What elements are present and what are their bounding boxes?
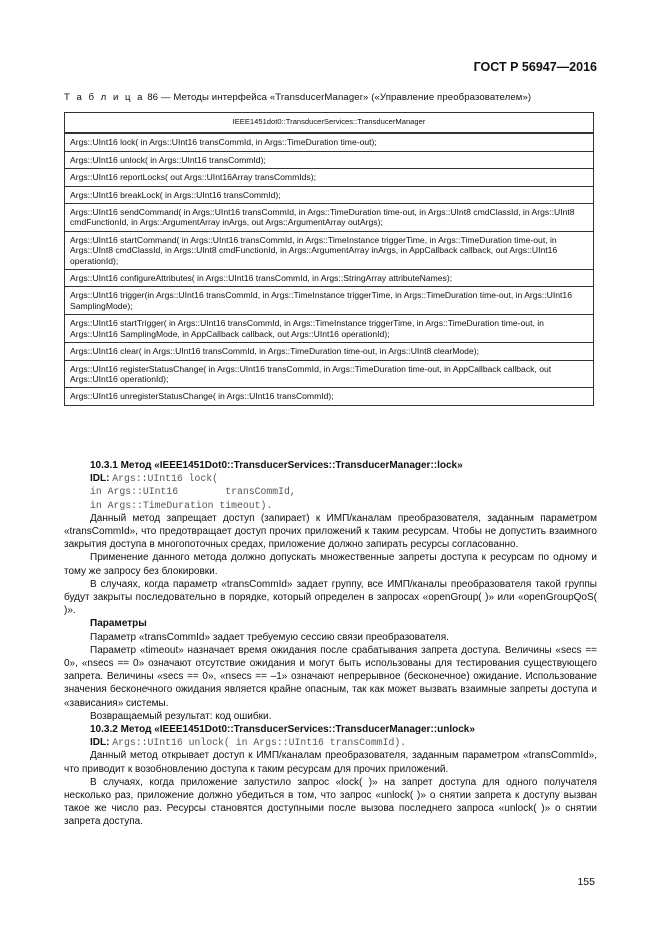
method-trigger: Args::UInt16 trigger(in Args::UInt16 transCommId, in Args::TimeInstance triggerTime, in Args::TimeDuration time-out, in Args::UInt16 SamplingMode); [65,287,594,315]
returns-text: Возвращаемый результат: код ошибки. [90,710,272,722]
paragraph: В случаях, когда параметр «transCommId» задает группу, все ИМП/каналы преобразователя такой группы будут закрыты последовательно в порядке, который определен в запросах «openGroup( )» или «openGroupQoS( )». [64,578,597,617]
table-row [65,343,594,360]
table-row [65,388,594,405]
table-row [65,204,594,232]
params-heading: Параметры [90,618,147,630]
method-configure-attributes: Args::UInt16 configureAttributes( in Args::UInt16 transCommId, in Args::StringArray attributeNames); [65,270,594,287]
method-start-command: Args::UInt16 startCommand( in Args::UInt16 transCommId, in Args::TimeInstance triggerTime, in Args::TimeDuration time-out, in Args::UInt8 cmdClassId, in Args::UInt8 cmdFunctionId, in Args::ArgumentArray inArgs, in AppCallback callback, out Args::UInt16 operationId); [65,231,594,269]
paragraph: Применение данного метода должно допускать множественные запреты доступа к ресурсам по одному и тому же запросу без блокировки. [64,552,597,577]
idl-code: Args::UInt16 unlock( in Args::UInt16 transCommId). [112,737,407,749]
paragraph: Данный метод запрещает доступ (запирает) к ИМП/каналам преобразователя, заданным параметром «transCommId», что предотвращает доступ прочих приложений к таким ресурсам. Чтобы не допустить взаимного закрытия доступа в многопоточных средах, приложение должно запирать ресурсы согласованно. [64,512,597,551]
method-start-trigger: Args::UInt16 startTrigger( in Args::UInt16 transCommId, in Args::TimeInstance triggerTime, in Args::TimeDuration time-out, in Args::UInt16 SamplingMode, in AppCallback callback, out Args::UInt16 operationId); [65,315,594,343]
section-heading-lock: 10.3.1 Метод «IEEE1451Dot0::TransducerServices::TransducerManager::lock» [90,460,463,471]
table-row [65,287,594,315]
section-heading-unlock: 10.3.2 Метод «IEEE1451Dot0::TransducerServices::TransducerManager::unlock» [90,724,475,736]
table-header-row [65,113,594,134]
method-clear: Args::UInt16 clear( in Args::UInt16 transCommId, in Args::TimeDuration time-out, in Args::UInt8 clearMode); [65,343,594,360]
method-break-lock: Args::UInt16 breakLock( in Args::UInt16 transCommId); [65,186,594,203]
paragraph: Параметр «transCommId» задает требуемую сессию связи преобразователя. [90,631,449,643]
page-number: 155 [577,876,595,888]
standard-code: ГОСТ Р 56947—2016 [473,60,597,74]
paragraph: В случаях, когда приложение запустило запрос «lock( )» на запрет доступа для одного получателя несколько раз, приложение должно убедиться в том, что запрос «unlock( )» о снятии запрета к доступу вызван такое же число раз. Ресурсы становятся доступными после вызова последнего запроса «unlock( )» о снятии запрета доступа. [64,776,597,828]
idl-line: in Args::UInt16 transCommId, [90,486,296,498]
table-caption [64,92,531,103]
method-unregister-status-change: Args::UInt16 unregisterStatusChange( in Args::UInt16 transCommId); [65,388,594,405]
paragraph: Параметр «timeout» назначает время ожидания после срабатывания запрета доступа. Величины «secs == 0», «nsecs == 0» означают отсутствие ожидания и могут быть использованы для тестирования существующего запрета. Величины «secs == 0», «nsecs == –1» означают непрерывное (бесконечное) ожидание. Использование значения бесконечного ожидания является крайне опасным, так как может вызвать взаимные запреты доступа и «зависания» системы. [64,644,597,709]
table-row [65,186,594,203]
table-header-cell: IEEE1451dot0::TransducerServices::TransducerManager [65,113,594,134]
method-report-locks: Args::UInt16 reportLocks( out Args::UInt16Array transCommIds); [65,169,594,186]
table-row [65,231,594,269]
method-send-command: Args::UInt16 sendCommand( in Args::UInt16 transCommId, in Args::TimeDuration time-out, in Args::UInt8 cmdClassId, in Args::UInt8 cmdFunctionId, in Args::ArgumentArray inArgs, out Args::ArgumentArray outArgs); [65,204,594,232]
paragraph: Данный метод открывает доступ к ИМП/каналам преобразователя, заданным параметром «transCommId», что приводит к возобновлению доступа к таким ресурсам для прочих приложений. [64,750,597,775]
table-row [65,270,594,287]
idl-label: IDL: [90,473,110,485]
body-text [64,459,597,829]
method-register-status-change: Args::UInt16 registerStatusChange( in Args::UInt16 transCommId, in Args::TimeDuration time-out, in AppCallback callback, out Args::UInt16 operationId); [65,360,594,388]
table-caption-prefix: Т а б л и ц а [64,92,145,103]
table-row [65,360,594,388]
idl-unlock-line [64,736,597,749]
idl-line: in Args::TimeDuration timeout). [90,499,273,511]
idl-label: IDL: [90,737,110,749]
methods-table [64,112,594,406]
table-row [65,315,594,343]
table-caption-text: 86 — Методы интерфейса «TransducerManager» («Управление преобразователем») [147,92,532,103]
table-row [65,133,594,151]
idl-line: Args::UInt16 lock( [112,473,219,485]
idl-lock-block [64,472,597,512]
method-unlock: Args::UInt16 unlock( in Args::UInt16 transCommId); [65,151,594,168]
method-lock: Args::UInt16 lock( in Args::UInt16 transCommId, in Args::TimeDuration time-out); [65,133,594,151]
table-row [65,151,594,168]
table-row [65,169,594,186]
